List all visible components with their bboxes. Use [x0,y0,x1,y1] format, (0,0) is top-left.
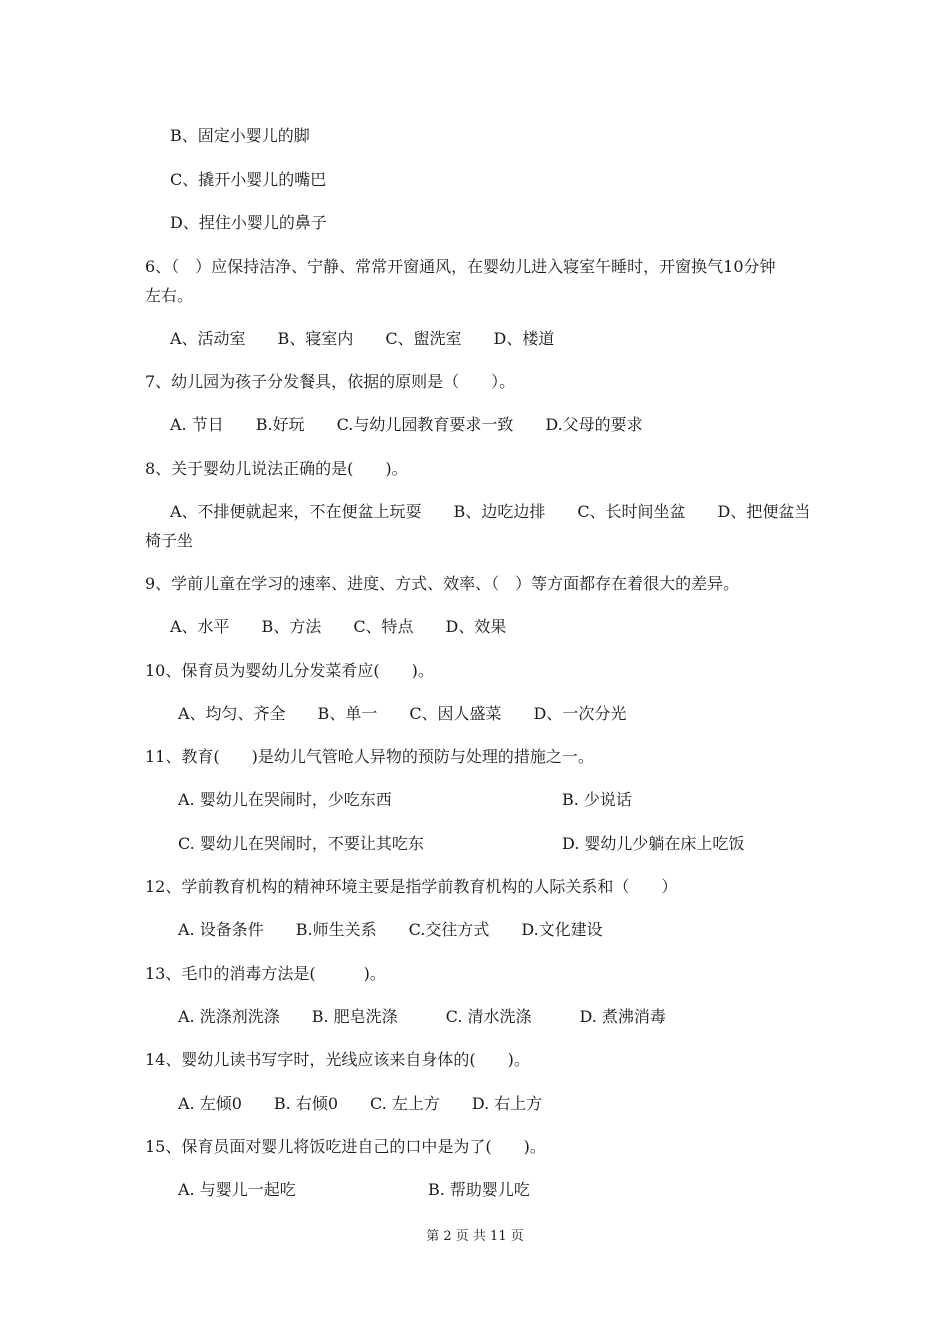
question-13: 13、毛巾的消毒方法是( )。 [145,964,386,983]
question-6: 6、（ ）应保持洁净、宁静、常常开窗通风，在婴幼儿进入寝室午睡时，开窗换气10分钟 [145,257,776,276]
question-7-options: A. 节日 B.好玩 C.与幼儿园教育要求一致 D.父母的要求 [170,415,643,434]
question-9-options: A、水平 B、方法 C、特点 D、效果 [170,617,507,636]
option-line: C、撬开小婴儿的嘴巴 [170,170,327,189]
option-line: D、捏住小婴儿的鼻子 [170,213,327,232]
question-6-cont: 左右。 [145,286,194,305]
question-11-option-c: C. 婴幼儿在哭闹时，不要让其吃东 [178,834,424,853]
question-11-option-d: D. 婴幼儿少躺在床上吃饭 [562,834,745,853]
question-12: 12、学前教育机构的精神环境主要是指学前教育机构的人际关系和（ ） [145,877,678,896]
question-8-options: A、不排便就起来，不在便盆上玩耍 B、边吃边排 C、长时间坐盆 D、把便盆当 [170,502,811,521]
option-line: B、固定小婴儿的脚 [170,126,310,145]
page-number: 第 2 页 共 11 页 [426,1229,524,1244]
question-15-option-a: A. 与婴儿一起吃 [178,1180,296,1199]
question-11-option-a: A. 婴幼儿在哭闹时，少吃东西 [178,790,392,809]
question-7: 7、幼儿园为孩子分发餐具，依据的原则是（ ）。 [145,372,516,391]
question-8-options-cont: 椅子坐 [145,531,194,550]
question-14-options: A. 左倾0 B. 右倾0 C. 左上方 D. 右上方 [178,1094,543,1113]
question-15-option-b: B. 帮助婴儿吃 [428,1180,530,1199]
question-8: 8、关于婴幼儿说法正确的是( )。 [145,459,408,478]
question-11-option-b: B. 少说话 [562,790,632,809]
question-10: 10、保育员为婴幼儿分发菜肴应( )。 [145,661,434,680]
question-13-options: A. 洗涤剂洗涤 B. 肥皂洗涤 C. 清水洗涤 D. 煮沸消毒 [178,1007,666,1026]
question-15: 15、保育员面对婴儿将饭吃进自己的口中是为了( )。 [145,1137,546,1156]
question-10-options: A、均匀、齐全 B、单一 C、因人盛菜 D、一次分光 [178,704,627,723]
question-11: 11、教育( )是幼儿气管呛人异物的预防与处理的措施之一。 [145,747,594,766]
question-9: 9、学前儿童在学习的速率、进度、方式、效率、（ ）等方面都存在着很大的差异。 [145,574,740,593]
question-14: 14、婴幼儿读书写字时，光线应该来自身体的( )。 [145,1050,530,1069]
question-12-options: A. 设备条件 B.师生关系 C.交往方式 D.文化建设 [178,920,603,939]
question-6-options: A、活动室 B、寝室内 C、盥洗室 D、楼道 [170,329,555,348]
